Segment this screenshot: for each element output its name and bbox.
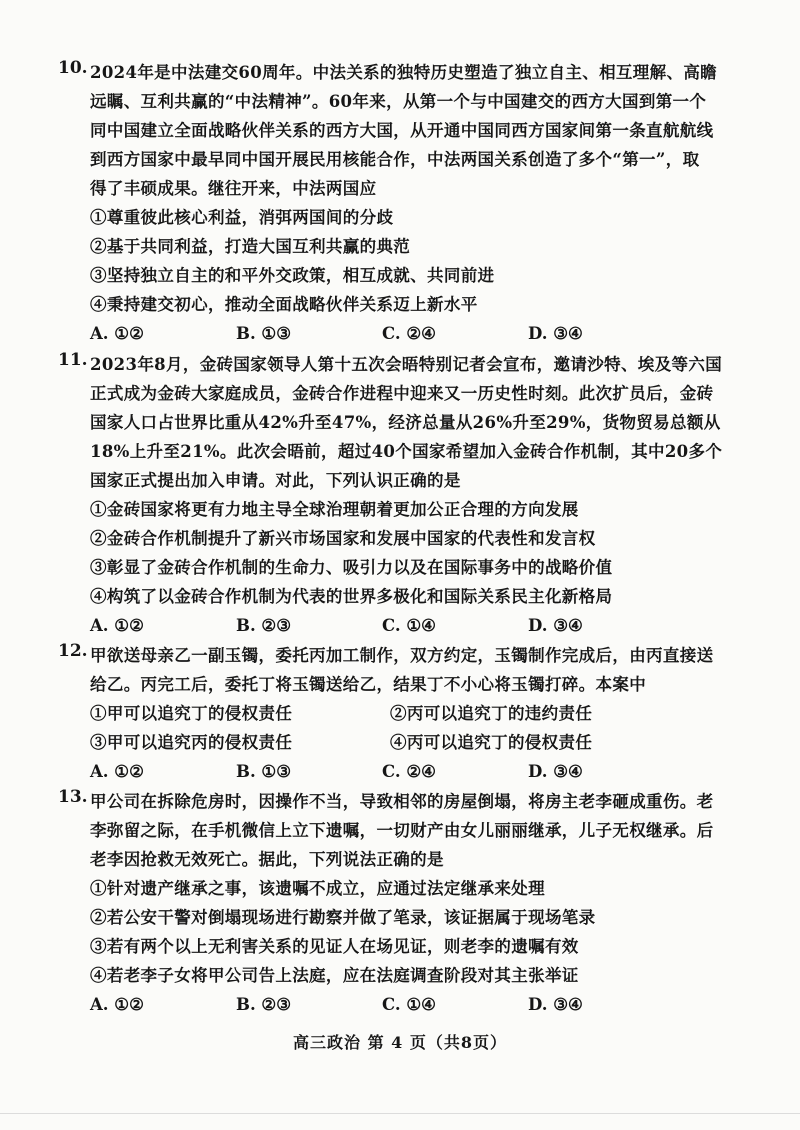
answer-choices (90, 319, 740, 348)
question-12 (58, 641, 740, 786)
statement-2: ②基于共同利益，打造大国互利共赢的典范 (90, 237, 411, 256)
statement-2: ②金砖合作机制提升了新兴市场国家和发展中国家的代表性和发言权 (90, 529, 596, 548)
statement-row (90, 728, 740, 757)
choice-d[interactable]: D. ③④ (528, 762, 583, 781)
stem-line: 给乙。丙完工后，委托丁将玉镯送给乙，结果丁不小心将玉镯打碎。本案中 (90, 675, 647, 694)
statement-4: ④若老李子女将甲公司告上法庭，应在法庭调查阶段对其主张举证 (90, 966, 579, 985)
choice-b[interactable]: B. ②③ (236, 995, 292, 1014)
statement-3: ③坚持独立自主的和平外交政策，相互成就、共同前进 (90, 266, 495, 285)
statement-3: ③若有两个以上无利害关系的见证人在场见证，则老李的遗嘱有效 (90, 937, 579, 956)
choice-a[interactable]: A. ①② (90, 616, 144, 635)
statement-4: ④丙可以追究丁的侵权责任 (390, 733, 593, 752)
stem-line: 甲欲送母亲乙一副玉镯，委托丙加工制作，双方约定，玉镯制作完成后，由丙直接送 (90, 646, 714, 665)
stem-line: 甲公司在拆除危房时，因操作不当，导致相邻的房屋倒塌，将房主老李砸成重伤。老 (90, 792, 714, 811)
question-11 (58, 350, 740, 640)
choice-c[interactable]: C. ①④ (382, 616, 436, 635)
statement-4: ④构筑了以金砖合作机制为代表的世界多极化和国际关系民主化新格局 (90, 587, 613, 606)
statement-4: ④秉持建交初心，推动全面战略伙伴关系迈上新水平 (90, 295, 478, 314)
stem-line: 李弥留之际，在手机微信上立下遗嘱，一切财产由女儿丽丽继承，儿子无权继承。后 (90, 821, 714, 840)
question-10 (58, 58, 740, 348)
page-footer: 高三政治 第 4 页（共8页） (293, 1033, 507, 1052)
scan-edge-divider (0, 1113, 800, 1114)
stem-line: 正式成为金砖大家庭成员，金砖合作进程中迎来又一历史性时刻。此次扩员后，金砖 (90, 384, 714, 403)
statement-1: ①尊重彼此核心利益，消弭两国间的分歧 (90, 208, 394, 227)
choice-b[interactable]: B. ①③ (236, 762, 292, 781)
choice-c[interactable]: C. ①④ (382, 995, 436, 1014)
statement-3: ③甲可以追究丙的侵权责任 (90, 733, 293, 752)
answer-choices (90, 990, 740, 1019)
choice-d[interactable]: D. ③④ (528, 324, 583, 343)
stem-line: 18%上升至21%。此次会晤前，超过40个国家希望加入金砖合作机制，其中20多个 (90, 442, 723, 461)
stem-line: 老李因抢救无效死亡。据此，下列说法正确的是 (90, 850, 444, 869)
statement-3: ③彰显了金砖合作机制的生命力、吸引力以及在国际事务中的战略价值 (90, 558, 613, 577)
choice-b[interactable]: B. ①③ (236, 324, 292, 343)
choice-c[interactable]: C. ②④ (382, 324, 436, 343)
stem-line: 国家正式提出加入申请。对此，下列认识正确的是 (90, 471, 461, 490)
statement-1: ①针对遗产继承之事，该遗嘱不成立，应通过法定继承来处理 (90, 879, 545, 898)
stem-line: 到西方国家中最早同中国开展民用核能合作，中法两国关系创造了多个“第一”，取 (90, 150, 700, 169)
stem-line: 远瞩、互利共赢的“中法精神”。60年来，从第一个与中国建交的西方大国到第一个 (90, 92, 707, 111)
stem-line: 2023年8月，金砖国家领导人第十五次会晤特别记者会宣布，邀请沙特、埃及等六国 (90, 355, 723, 374)
question-number: 13. (58, 787, 88, 807)
question-number: 10. (58, 58, 88, 78)
stem-line: 2024年是中法建交60周年。中法关系的独特历史塑造了独立自主、相互理解、高瞻 (90, 63, 718, 82)
stem-line: 国家人口占世界比重从42%升至47%，经济总量从26%升至29%，货物贸易总额从 (90, 413, 721, 432)
choice-a[interactable]: A. ①② (90, 762, 144, 781)
statement-2: ②若公安干警对倒塌现场进行勘察并做了笔录，该证据属于现场笔录 (90, 908, 596, 927)
question-stem (90, 58, 740, 203)
question-number: 12. (58, 641, 88, 661)
statement-1: ①金砖国家将更有力地主导全球治理朝着更加公正合理的方向发展 (90, 500, 579, 519)
answer-choices (90, 611, 740, 640)
statement-row (90, 699, 740, 728)
question-number: 11. (58, 350, 88, 370)
statement-1: ①甲可以追究丁的侵权责任 (90, 704, 293, 723)
choice-a[interactable]: A. ①② (90, 324, 144, 343)
question-stem (90, 641, 740, 699)
choice-d[interactable]: D. ③④ (528, 616, 583, 635)
question-13 (58, 787, 740, 1019)
question-stem (90, 350, 740, 495)
choice-a[interactable]: A. ①② (90, 995, 144, 1014)
answer-choices (90, 757, 740, 786)
stem-line: 得了丰硕成果。继往开来，中法两国应 (90, 179, 377, 198)
question-stem (90, 787, 740, 874)
choice-c[interactable]: C. ②④ (382, 762, 436, 781)
statement-2: ②丙可以追究丁的违约责任 (390, 704, 593, 723)
choice-d[interactable]: D. ③④ (528, 995, 583, 1014)
stem-line: 同中国建立全面战略伙伴关系的西方大国，从开通中国同西方国家间第一条直航航线 (90, 121, 714, 140)
choice-b[interactable]: B. ②③ (236, 616, 292, 635)
